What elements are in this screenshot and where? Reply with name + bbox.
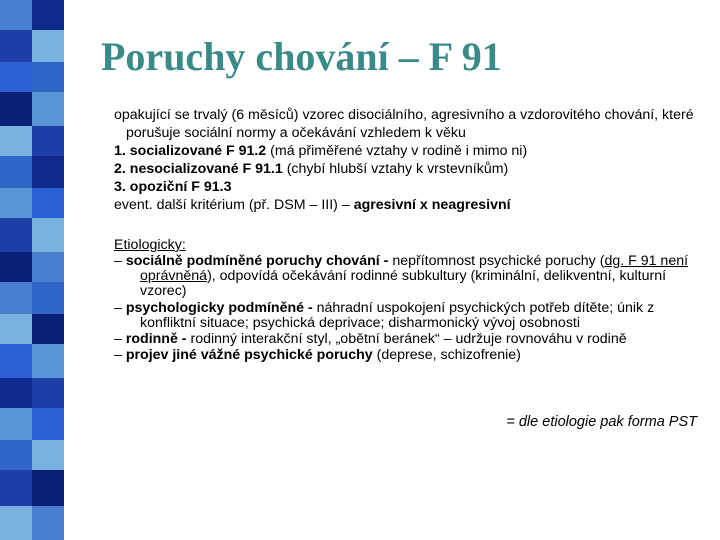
- item-text: (deprese, schizofrenie): [372, 347, 521, 364]
- type-note: (chybí hlubší vztahy k vrstevníkům): [282, 161, 509, 177]
- item-dash: –: [114, 299, 126, 316]
- etiology-heading: Etiologicky:: [114, 237, 186, 253]
- item-bold: psychologicky podmíněné -: [125, 299, 317, 316]
- item-bold: rodinně -: [125, 331, 191, 348]
- type-item-unsocialized: [114, 160, 704, 178]
- type-item-socialized: [114, 142, 704, 160]
- item-bold: projev jiné vážné psychické poruchy: [125, 347, 373, 364]
- footer-note: = dle etiologie pak forma PST: [506, 414, 697, 430]
- etiology-item-other-disorder: [114, 348, 704, 363]
- etiology-item-psychological: [114, 301, 704, 331]
- type-item-oppositional: [114, 178, 704, 196]
- slide-title: Poruchy chování – F 91: [101, 34, 502, 79]
- slide-content: [114, 106, 704, 363]
- item-text: nepřítomnost psychické poruchy (: [392, 253, 605, 269]
- type-code: 2. nesocializované F 91.1: [114, 161, 283, 177]
- type-note: (má přiměřené vztahy v rodině i mimo ni): [266, 143, 528, 159]
- type-code: 1. socializované F 91.2: [114, 143, 267, 159]
- event-bold: agresivní x neagresivní: [353, 197, 511, 213]
- type-code: 3. opoziční F 91.3: [114, 179, 232, 195]
- item-text: rodinný interakční styl, „obětní beránek“ – udržuje rovnováhu v rodině: [190, 331, 627, 348]
- etiology-item-social: [114, 254, 704, 300]
- decorative-mosaic-strip: [0, 0, 64, 540]
- item-dash: –: [114, 253, 126, 269]
- item-dash: –: [114, 347, 126, 364]
- event-prefix: event. další kritérium (př. DSM – III) –: [114, 197, 354, 213]
- item-bold: sociálně podmíněné poruchy chování -: [125, 253, 393, 269]
- event-criterion: [114, 196, 704, 214]
- intro-paragraph: opakující se trvalý (6 měsíců) vzorec disociálního, agresivního a vzdorovitého chování, které porušuje sociální normy a očekávání vzhledem k věku: [114, 107, 694, 141]
- item-text: náhradní uspokojení psychických potřeb dítěte; únik z konfliktní situace; psychická deprivace; disharmonický vývoj osobnosti: [140, 299, 655, 331]
- item-text-2: ), odpovídá očekávání rodinné subkultury (kriminální, delikventní, kulturní vzorec): [140, 268, 667, 300]
- item-underlined: dg. F 91 není oprávněná: [140, 253, 689, 285]
- item-dash: –: [114, 331, 126, 348]
- etiology-item-family: [114, 332, 704, 347]
